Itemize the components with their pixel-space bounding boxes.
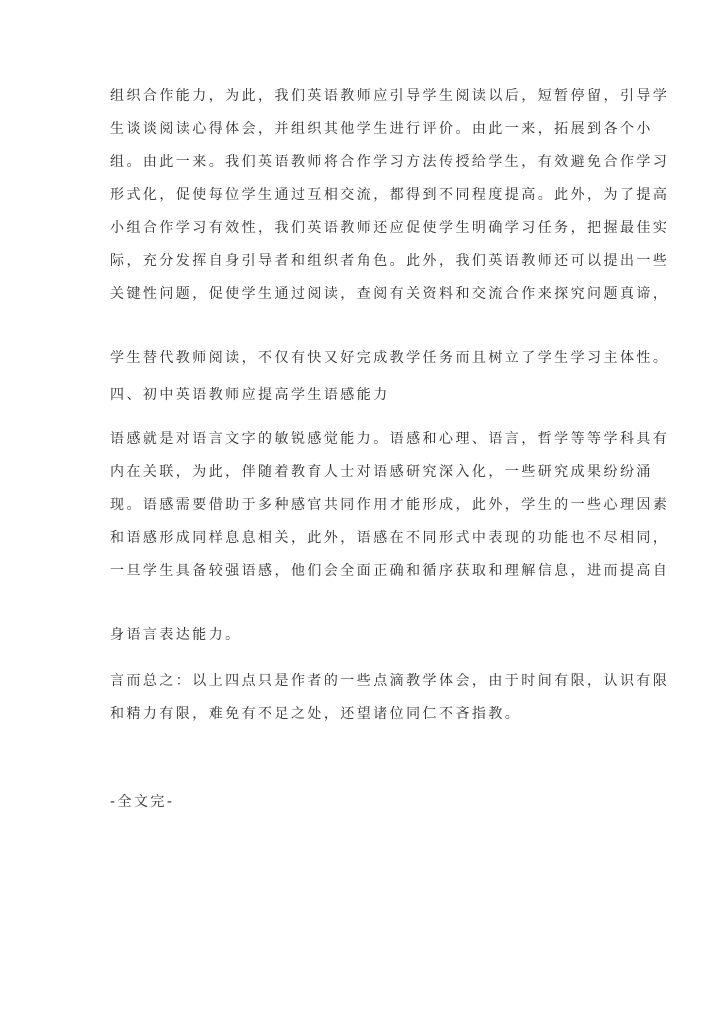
text-line: 语感就是对语言文字的敏锐感觉能力。语感和心理、语言，哲学等等学科具有	[110, 431, 670, 447]
text-line: 际，充分发挥自身引导者和组织者角色。此外，我们英语教师还可以提出一些	[110, 253, 670, 269]
text-line: 和精力有限，难免有不足之处，还望诸位同仁不吝指教。	[110, 706, 522, 722]
end-marker: -全文完-	[110, 794, 175, 810]
text-line: 言而总之：以上四点只是作者的一些点滴教学体会，由于时间有限，认识有限	[110, 673, 670, 689]
section-heading: 四、初中英语教师应提高学生语感能力	[110, 387, 390, 403]
text-line: 小组合作学习有效性，我们英语教师还应促使学生明确学习任务，把握最佳实	[110, 220, 670, 236]
text-line: 学生替代教师阅读，不仅有快又好完成教学任务而且树立了学生学习主体性。	[110, 350, 670, 366]
text-line: 和语感形成同样息息相关，此外，语感在不同形式中表现的功能也不尽相同，	[110, 530, 670, 546]
text-line: 关键性问题，促使学生通过阅读，查阅有关资料和交流合作来探究问题真谛，	[110, 286, 670, 302]
text-line: 现。语感需要借助于多种感官共同作用才能形成，此外，学生的一些心理因素	[110, 497, 670, 513]
text-line: 身语言表达能力。	[110, 627, 242, 643]
text-line: 形式化，促使每位学生通过互相交流，都得到不同程度提高。此外，为了提高	[110, 187, 670, 203]
text-line: 生谈谈阅读心得体会，并组织其他学生进行评价。由此一来，拓展到各个小	[110, 121, 653, 137]
text-line: 一旦学生具备较强语感，他们会全面正确和循序获取和理解信息，进而提高自	[110, 563, 670, 579]
text-line: 组织合作能力，为此，我们英语教师应引导学生阅读以后，短暂停留，引导学	[110, 88, 670, 104]
text-line: 组。由此一来。我们英语教师将合作学习方法传授给学生，有效避免合作学习	[110, 154, 670, 170]
text-line: 内在关联，为此，伴随着教育人士对语感研究深入化，一些研究成果纷纷涌	[110, 464, 653, 480]
